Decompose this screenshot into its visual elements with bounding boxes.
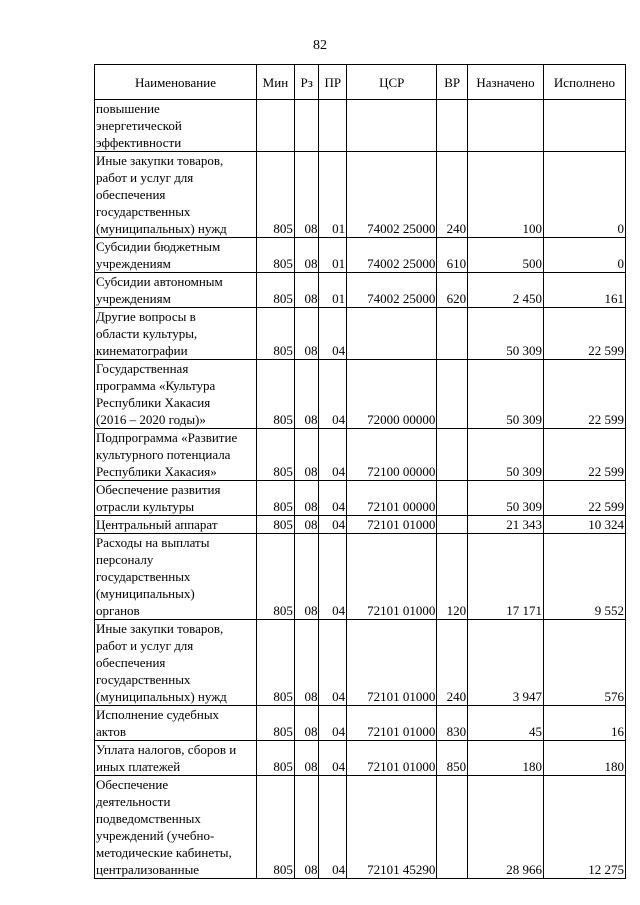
cell-name-line: обеспечения — [96, 655, 166, 670]
cell-csr: 72101 00000 — [347, 481, 437, 516]
cell-name-line: органов — [96, 603, 140, 618]
cell-name — [95, 620, 257, 706]
cell-vr: 120 — [437, 534, 468, 620]
cell-min: 805 — [256, 620, 294, 706]
cell-pr: 04 — [319, 776, 347, 879]
cell-assigned: 50 309 — [468, 360, 544, 429]
cell-executed: 9 552 — [543, 534, 625, 620]
table-row — [95, 620, 626, 706]
cell-name — [95, 273, 257, 308]
cell-name-line: Иные закупки товаров, — [96, 153, 224, 168]
cell-rz: 08 — [294, 620, 319, 706]
cell-min: 805 — [256, 238, 294, 273]
cell-vr — [437, 360, 468, 429]
budget-table — [94, 64, 626, 879]
cell-min: 805 — [256, 534, 294, 620]
table-row — [95, 741, 626, 776]
cell-name-line: повышение — [96, 101, 160, 116]
cell-name-line: государственных — [96, 672, 191, 687]
cell-name — [95, 238, 257, 273]
cell-csr: 72101 01000 — [347, 534, 437, 620]
cell-pr: 01 — [319, 238, 347, 273]
cell-name-line: обеспечения — [96, 187, 166, 202]
table-row — [95, 308, 626, 360]
cell-name — [95, 360, 257, 429]
cell-csr: 74002 25000 — [347, 238, 437, 273]
cell-executed: 22 599 — [543, 481, 625, 516]
cell-executed: 22 599 — [543, 360, 625, 429]
cell-name-line: методические кабинеты, — [96, 845, 232, 860]
table-row — [95, 152, 626, 238]
cell-rz: 08 — [294, 238, 319, 273]
cell-pr: 04 — [319, 360, 347, 429]
cell-rz: 08 — [294, 516, 319, 534]
cell-assigned: 17 171 — [468, 534, 544, 620]
cell-assigned: 3 947 — [468, 620, 544, 706]
cell-vr — [437, 776, 468, 879]
cell-assigned: 50 309 — [468, 308, 544, 360]
cell-executed: 16 — [543, 706, 625, 741]
table-row — [95, 100, 626, 152]
cell-name-line: (муниципальных) нужд — [96, 689, 227, 704]
cell-min — [256, 100, 294, 152]
cell-min: 805 — [256, 308, 294, 360]
cell-vr: 240 — [437, 152, 468, 238]
header-pr: ПР — [319, 65, 347, 100]
cell-csr: 72101 45290 — [347, 776, 437, 879]
cell-name-line: кинематографии — [96, 343, 188, 358]
header-assigned: Назначено — [468, 65, 544, 100]
cell-name-line: программа «Культура — [96, 378, 216, 393]
cell-pr: 01 — [319, 273, 347, 308]
cell-pr: 04 — [319, 741, 347, 776]
cell-name-line: области культуры, — [96, 326, 198, 341]
header-min: Мин — [256, 65, 294, 100]
cell-vr — [437, 308, 468, 360]
cell-csr — [347, 100, 437, 152]
cell-name-line: Государственная — [96, 361, 189, 376]
cell-name-line: подведомственных — [96, 811, 201, 826]
cell-executed: 180 — [543, 741, 625, 776]
page-number: 82 — [313, 38, 327, 53]
cell-name — [95, 741, 257, 776]
cell-min: 805 — [256, 429, 294, 481]
cell-name — [95, 152, 257, 238]
cell-min: 805 — [256, 741, 294, 776]
header-csr: ЦСР — [347, 65, 437, 100]
cell-min: 805 — [256, 481, 294, 516]
cell-csr: 74002 25000 — [347, 273, 437, 308]
cell-executed: 0 — [543, 238, 625, 273]
cell-min: 805 — [256, 516, 294, 534]
cell-name-line: (муниципальных) — [96, 586, 195, 601]
cell-name-line: Другие вопросы в — [96, 309, 196, 324]
cell-name-line: учреждениям — [96, 291, 171, 306]
table-row — [95, 516, 626, 534]
table-row — [95, 273, 626, 308]
cell-csr: 72101 01000 — [347, 706, 437, 741]
cell-rz: 08 — [294, 741, 319, 776]
cell-name-line: Республики Хакасия — [96, 395, 211, 410]
cell-executed: 0 — [543, 152, 625, 238]
cell-csr: 72101 01000 — [347, 516, 437, 534]
cell-min: 805 — [256, 273, 294, 308]
cell-min: 805 — [256, 360, 294, 429]
cell-name-line: (муниципальных) нужд — [96, 221, 227, 236]
cell-name — [95, 308, 257, 360]
cell-name-line: работ и услуг для — [96, 170, 194, 185]
cell-vr — [437, 516, 468, 534]
cell-vr — [437, 100, 468, 152]
cell-name-line: Субсидии бюджетным — [96, 239, 221, 254]
cell-assigned: 28 966 — [468, 776, 544, 879]
cell-vr — [437, 429, 468, 481]
cell-name-line: учреждениям — [96, 256, 171, 271]
cell-name-line: деятельности — [96, 794, 171, 809]
header-name: Наименование — [95, 65, 257, 100]
cell-name-line: Обеспечение развития — [96, 482, 221, 497]
cell-csr: 72101 01000 — [347, 741, 437, 776]
cell-min: 805 — [256, 706, 294, 741]
cell-name-line: учреждений (учебно- — [96, 828, 215, 843]
cell-name — [95, 100, 257, 152]
cell-assigned: 21 343 — [468, 516, 544, 534]
cell-pr: 01 — [319, 152, 347, 238]
cell-name-line: персоналу — [96, 552, 154, 567]
cell-name — [95, 534, 257, 620]
cell-name-line: эффективности — [96, 135, 182, 150]
table-row — [95, 429, 626, 481]
cell-name — [95, 776, 257, 879]
table-body — [95, 100, 626, 879]
cell-pr — [319, 100, 347, 152]
cell-vr: 610 — [437, 238, 468, 273]
cell-csr: 74002 25000 — [347, 152, 437, 238]
cell-pr: 04 — [319, 534, 347, 620]
cell-name-line: актов — [96, 724, 127, 739]
cell-csr: 72101 01000 — [347, 620, 437, 706]
cell-rz: 08 — [294, 429, 319, 481]
cell-assigned: 50 309 — [468, 429, 544, 481]
cell-assigned: 50 309 — [468, 481, 544, 516]
cell-name — [95, 429, 257, 481]
table-row — [95, 776, 626, 879]
cell-name-line: работ и услуг для — [96, 638, 194, 653]
cell-csr — [347, 308, 437, 360]
cell-executed: 22 599 — [543, 308, 625, 360]
cell-rz: 08 — [294, 706, 319, 741]
cell-vr — [437, 481, 468, 516]
cell-name-line: Уплата налогов, сборов и — [96, 742, 237, 757]
cell-executed — [543, 100, 625, 152]
cell-csr: 72100 00000 — [347, 429, 437, 481]
cell-name-line: государственных — [96, 569, 191, 584]
cell-executed: 12 275 — [543, 776, 625, 879]
cell-name-line: энергетической — [96, 118, 182, 133]
cell-vr: 240 — [437, 620, 468, 706]
cell-rz: 08 — [294, 308, 319, 360]
cell-vr: 850 — [437, 741, 468, 776]
cell-assigned: 180 — [468, 741, 544, 776]
cell-executed: 161 — [543, 273, 625, 308]
header-vr: ВР — [437, 65, 468, 100]
cell-pr: 04 — [319, 620, 347, 706]
cell-name-line: централизованные — [96, 862, 200, 877]
cell-name-line: Обеспечение — [96, 777, 169, 792]
cell-name — [95, 481, 257, 516]
cell-vr: 830 — [437, 706, 468, 741]
cell-rz: 08 — [294, 481, 319, 516]
table-row — [95, 534, 626, 620]
cell-name-line: Центральный аппарат — [96, 517, 218, 532]
cell-assigned: 2 450 — [468, 273, 544, 308]
cell-pr: 04 — [319, 429, 347, 481]
header-executed: Исполнено — [543, 65, 625, 100]
cell-assigned: 100 — [468, 152, 544, 238]
cell-executed: 22 599 — [543, 429, 625, 481]
cell-name-line: Расходы на выплаты — [96, 535, 210, 550]
cell-pr: 04 — [319, 308, 347, 360]
cell-assigned — [468, 100, 544, 152]
cell-executed: 576 — [543, 620, 625, 706]
cell-name-line: иных платежей — [96, 759, 181, 774]
table-row — [95, 238, 626, 273]
cell-pr: 04 — [319, 481, 347, 516]
header-rz: Рз — [294, 65, 319, 100]
cell-rz: 08 — [294, 152, 319, 238]
cell-name — [95, 706, 257, 741]
cell-name-line: отрасли культуры — [96, 499, 195, 514]
cell-min: 805 — [256, 152, 294, 238]
cell-name-line: государственных — [96, 204, 191, 219]
cell-name-line: Республики Хакасия» — [96, 464, 217, 479]
cell-rz: 08 — [294, 534, 319, 620]
cell-assigned: 500 — [468, 238, 544, 273]
cell-executed: 10 324 — [543, 516, 625, 534]
table-header-row — [95, 65, 626, 100]
cell-assigned: 45 — [468, 706, 544, 741]
cell-name — [95, 516, 257, 534]
cell-pr: 04 — [319, 516, 347, 534]
cell-min: 805 — [256, 776, 294, 879]
table-row — [95, 706, 626, 741]
cell-name-line: Исполнение судебных — [96, 707, 220, 722]
cell-rz: 08 — [294, 360, 319, 429]
cell-name-line: культурного потенциала — [96, 447, 231, 462]
cell-vr: 620 — [437, 273, 468, 308]
cell-rz: 08 — [294, 273, 319, 308]
cell-rz: 08 — [294, 776, 319, 879]
cell-rz — [294, 100, 319, 152]
cell-csr: 72000 00000 — [347, 360, 437, 429]
cell-pr: 04 — [319, 706, 347, 741]
cell-name-line: Субсидии автономным — [96, 274, 223, 289]
table-row — [95, 360, 626, 429]
table-row — [95, 481, 626, 516]
cell-name-line: (2016 – 2020 годы)» — [96, 412, 206, 427]
cell-name-line: Подпрограмма «Развитие — [96, 430, 238, 445]
cell-name-line: Иные закупки товаров, — [96, 621, 224, 636]
